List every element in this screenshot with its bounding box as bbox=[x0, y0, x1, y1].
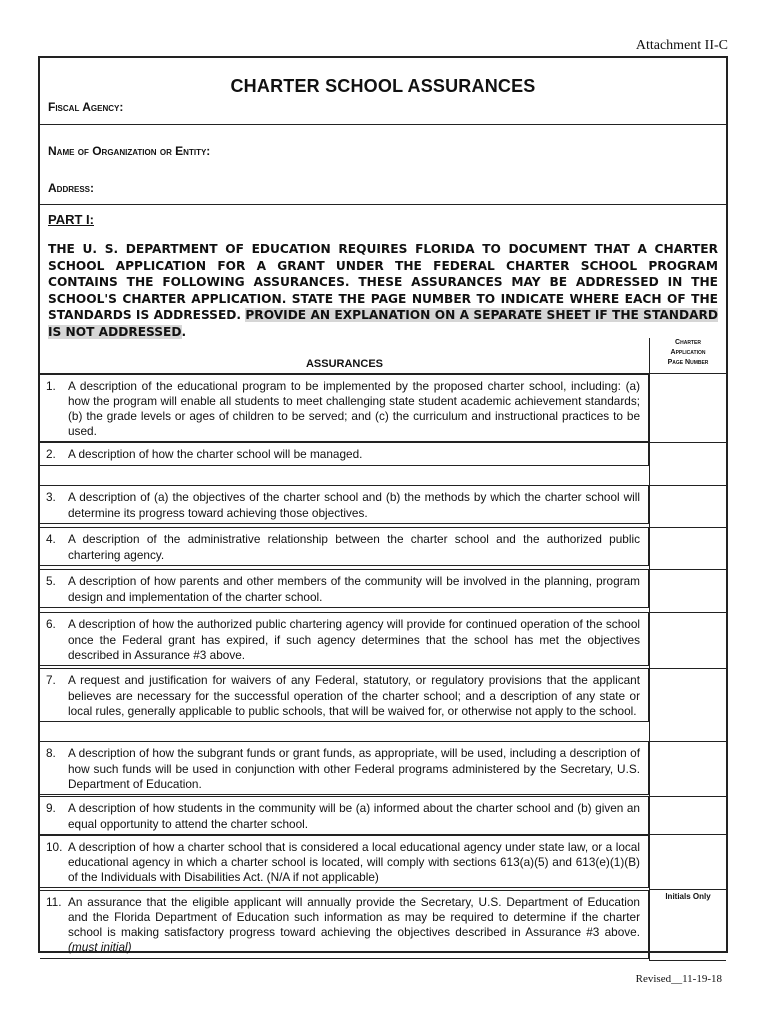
page-number-cell[interactable] bbox=[650, 835, 727, 890]
assurances-table bbox=[40, 338, 726, 961]
assurance-row: 7. A request and justification for waivers of any Federal, statutory, or regulatory provisions that the applicant believes are necessary for the successful operation of the charter school; and a description of any state or local rules, generally applicable to public schools, that will be waived for, or otherwise not apply to the school. bbox=[40, 668, 649, 722]
intro-highlight: PROVIDE AN EXPLANATION ON A SEPARATE SHEET IF THE STANDARD IS NOT ADDRESSED bbox=[48, 308, 718, 339]
page-number-header: Charter Application Page Number bbox=[650, 338, 727, 373]
assurances-form bbox=[38, 56, 728, 953]
fiscal-agency-label: Fiscal Agency: bbox=[48, 100, 124, 114]
page-title: CHARTER SCHOOL ASSURANCES bbox=[230, 76, 536, 96]
page-number-cell[interactable] bbox=[650, 668, 727, 741]
page-number-cell[interactable] bbox=[650, 612, 727, 668]
page-number-cell[interactable] bbox=[650, 485, 727, 527]
page-number-cell[interactable] bbox=[650, 741, 727, 796]
assurance-row: 2. A description of how the charter school will be managed. bbox=[40, 442, 649, 465]
assurances-header: ASSURANCES bbox=[40, 338, 650, 373]
assurance-row: 4. A description of the administrative relationship between the charter school and the authorized public chartering agency. bbox=[40, 527, 649, 565]
assurance-row: 3. A description of (a) the objectives of the charter school and (b) the methods by which the charter school will determine its progress toward achieving those objectives. bbox=[40, 485, 649, 523]
initials-label: Initials Only bbox=[665, 892, 711, 902]
assurance-row: 10. A description of how a charter school that is considered a local educational agency under state law, or a local educational agency in which a charter school is located, will comply with sections 613(a)(5) and 613(e)(1)(B) of the Individuals with Disabilities Act. (N/A if not applicable) bbox=[40, 835, 649, 889]
page-number-cell[interactable] bbox=[650, 373, 727, 442]
page-number-cell[interactable] bbox=[650, 569, 727, 612]
initials-cell[interactable] bbox=[650, 890, 727, 961]
assurance-row: 9. A description of how students in the community will be (a) informed about the charter school and (b) given an equal opportunity to attend the charter school. bbox=[40, 796, 649, 834]
part-label: PART I: bbox=[48, 212, 94, 227]
page-number-cell[interactable] bbox=[650, 796, 727, 834]
divider bbox=[40, 124, 726, 125]
divider bbox=[40, 204, 726, 205]
assurance-row: 11. An assurance that the eligible applicant will annually provide the Secretary, U.S. Department of Education and the Florida Department of Education such information as may be required to determine if the charter school is making satisfactory progress toward achieving the objectives described in Assurance #3 above. (must initial) bbox=[40, 890, 649, 959]
intro-paragraph bbox=[48, 241, 718, 340]
page-number-cell[interactable] bbox=[650, 442, 727, 485]
assurance-row: 5. A description of how parents and other members of the community will be involved in the planning, program design and implementation of the charter school. bbox=[40, 569, 649, 607]
attachment-label: Attachment II-C bbox=[635, 38, 728, 53]
intro-text: THE U. S. DEPARTMENT OF EDUCATION REQUIRES FLORIDA TO DOCUMENT THAT A CHARTER SCHOOL APPLICATION FOR A GRANT UNDER THE FEDERAL CHARTER SCHOOL PROGRAM CONTAINS THE FOLLOWING ASSURANCES. THESE ASSURANCES MAY BE ADDRESSED IN THE SCHOOL'S CHARTER APPLICATION. STATE THE PAGE NUMBER TO INDICATE WHERE EACH OF THE STANDARDS IS ADDRESSED. bbox=[48, 242, 718, 322]
revised-label: Revised__11-19-18 bbox=[635, 973, 722, 985]
organization-label: Name of Organization or Entity: bbox=[48, 144, 211, 158]
assurance-row: 1. A description of the educational program to be implemented by the proposed charter school, including: (a) how the program will enable all students to meet challenging state student academic achievement standards; (b) the grade levels or ages of children to be served; and (c) the curriculum and instructional practices to be used. bbox=[40, 374, 649, 443]
page-number-cell[interactable] bbox=[650, 527, 727, 569]
assurance-row: 8. A description of how the subgrant funds or grant funds, as appropriate, will be used, including a description of how such funds will be used in conjunction with other Federal programs administered by the Secretary, U.S. Department of Education. bbox=[40, 741, 649, 795]
assurance-row: 6. A description of how the authorized public chartering agency will provide for continued operation of the school once the Federal grant has expired, if such agency determines that the school has met the objectives described in Assurance #3 above. bbox=[40, 612, 649, 666]
address-label: Address: bbox=[48, 181, 95, 195]
intro-end: . bbox=[181, 324, 187, 339]
